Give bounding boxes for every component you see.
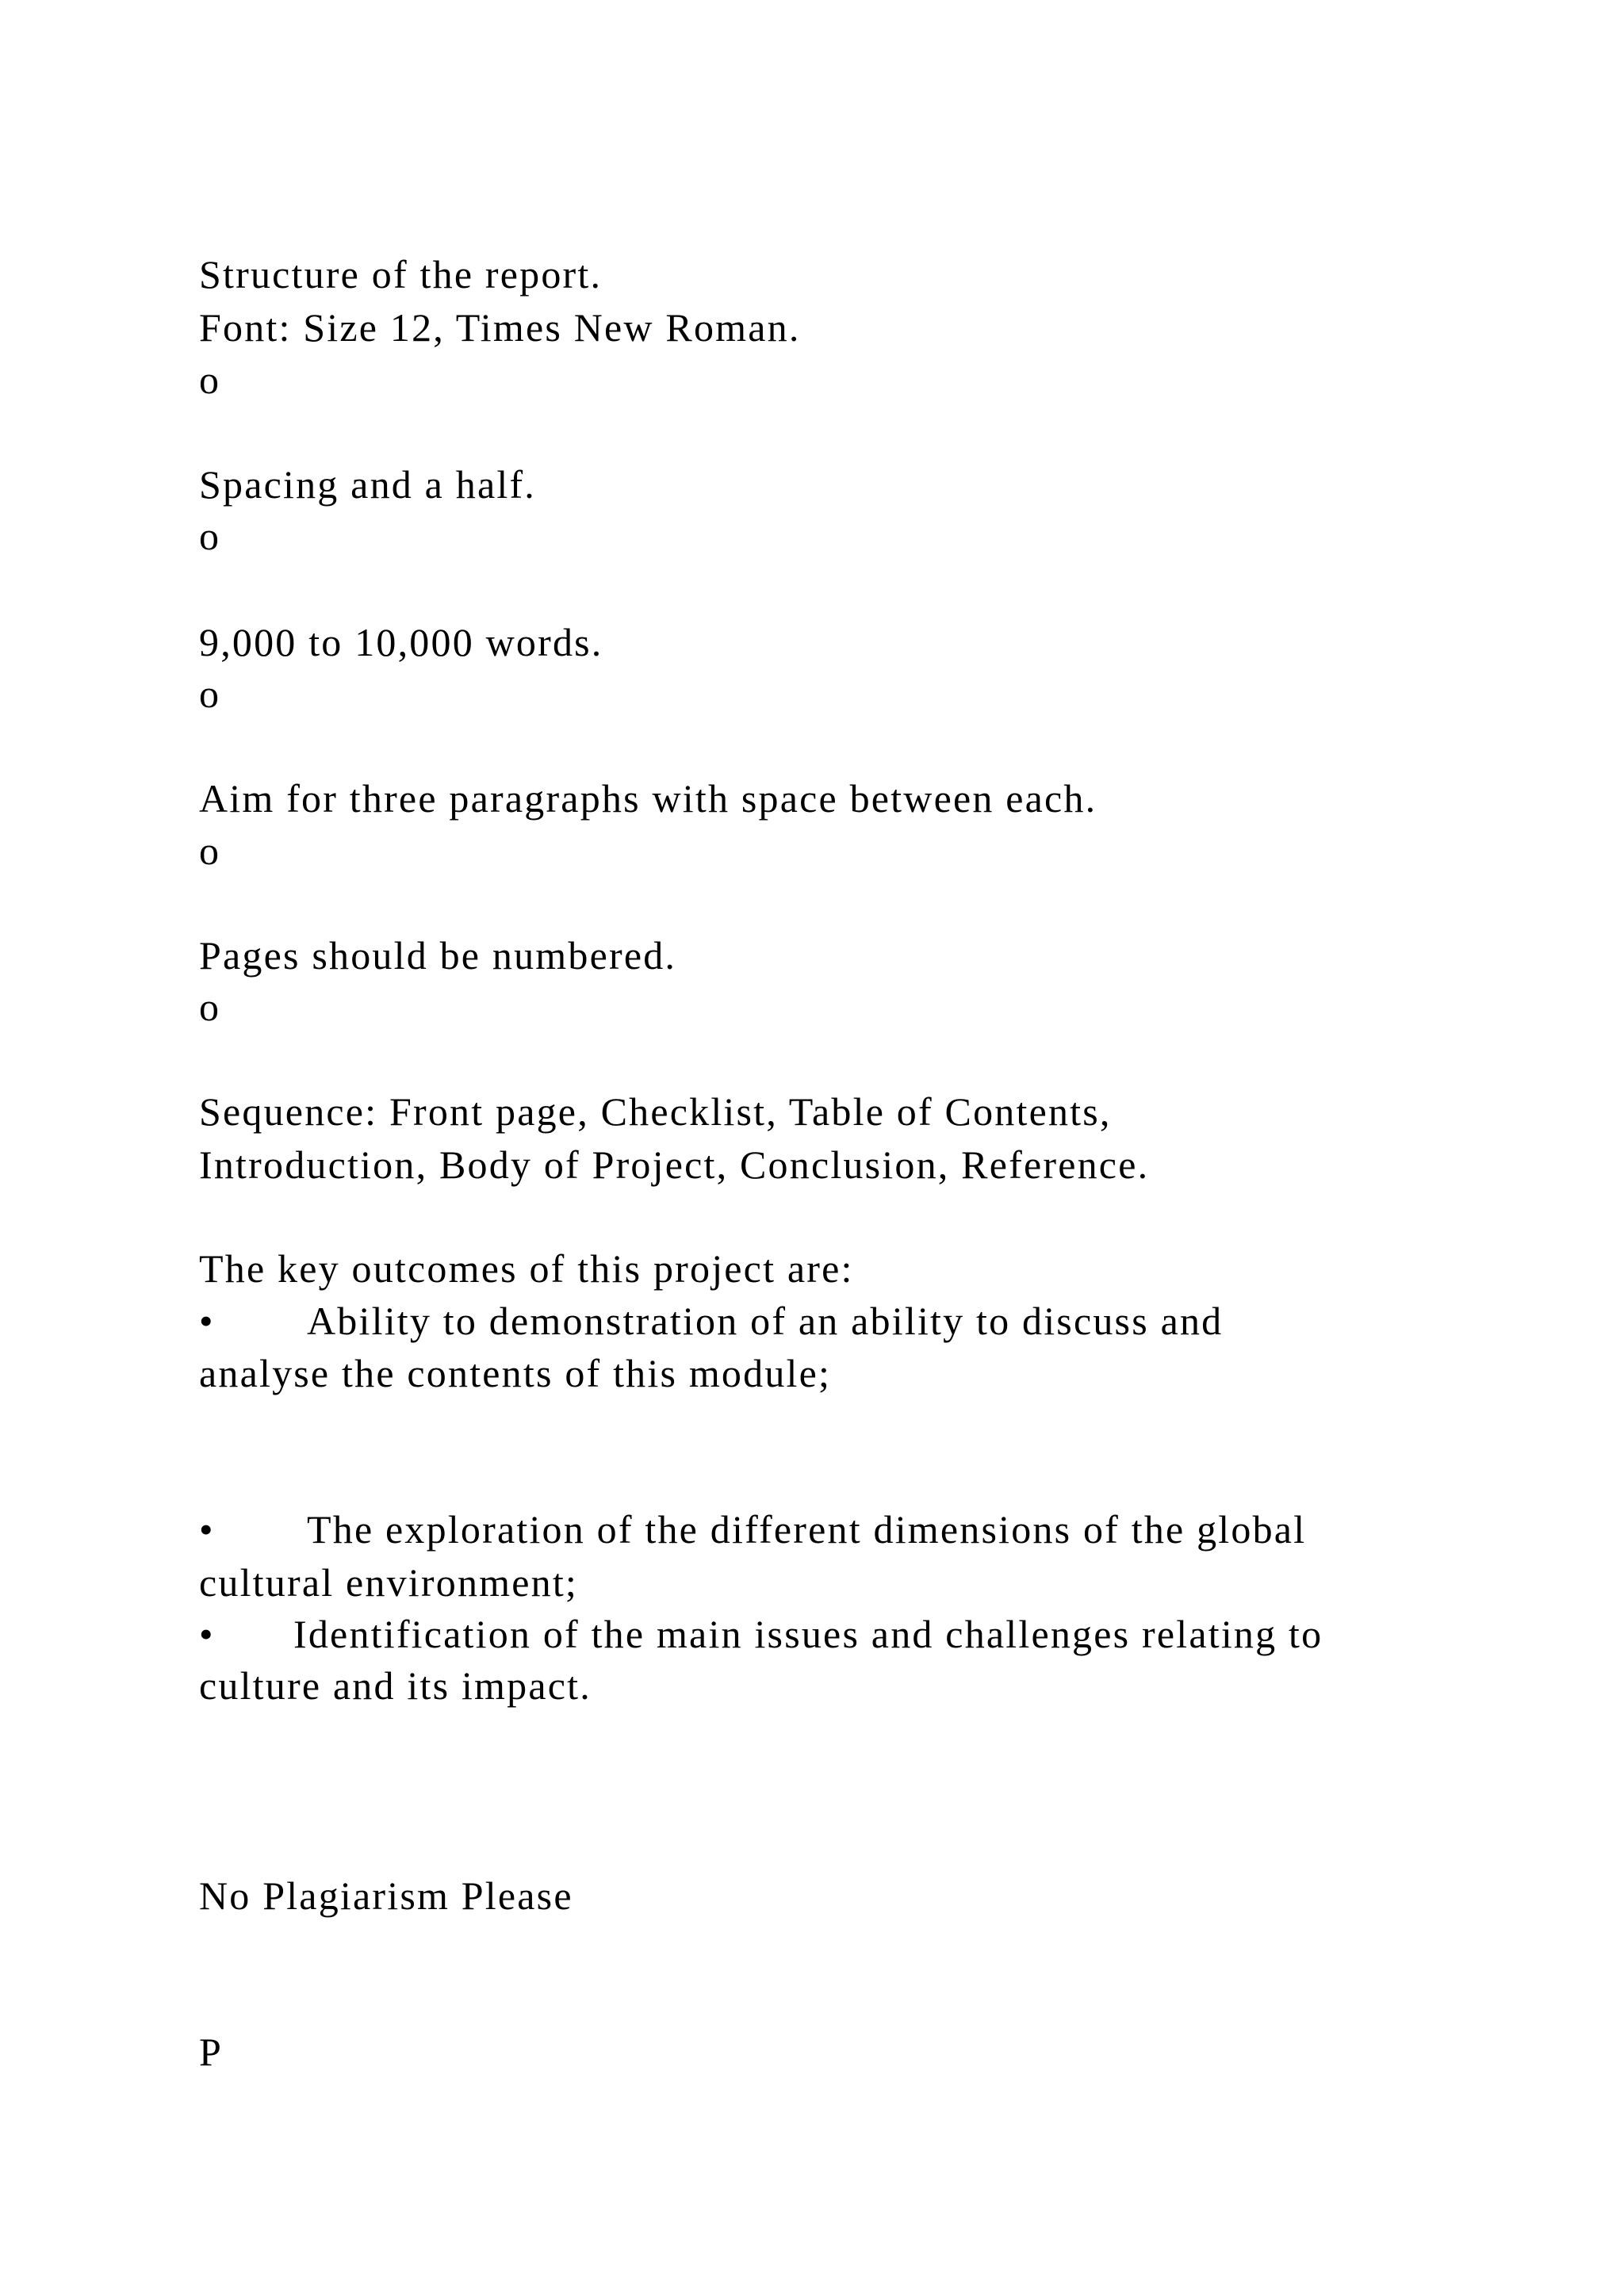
bullet-icon: • <box>199 1612 215 1656</box>
outcome-continuation: cultural environment; <box>199 1560 579 1605</box>
requirement-marker: o <box>199 985 221 1029</box>
requirement-text: Aim for three paragraphs with space between each. <box>199 776 1097 821</box>
structure-heading: Structure of the report. <box>199 252 603 297</box>
outcome-text: The exploration of the different dimensions of the global <box>307 1507 1307 1552</box>
outcome-continuation: analyse the contents of this module; <box>199 1351 832 1395</box>
requirement-text: 9,000 to 10,000 words. <box>199 620 603 664</box>
outcome-item <box>199 1503 1306 1556</box>
bullet-icon: • <box>199 1507 215 1552</box>
outcome-text: Ability to demonstration of an ability to discuss and <box>307 1299 1224 1343</box>
outcome-item <box>199 1608 1323 1660</box>
requirement-marker: o <box>199 514 221 558</box>
sequence-line: Introduction, Body of Project, Conclusion, Reference. <box>199 1142 1150 1187</box>
trailing-letter: P <box>199 2030 224 2074</box>
requirement-text: Pages should be numbered. <box>199 933 677 978</box>
requirement-marker: o <box>199 828 221 873</box>
bullet-icon: • <box>199 1299 215 1343</box>
outcome-text: Identification of the main issues and challenges relating to <box>293 1612 1323 1656</box>
outcomes-heading: The key outcomes of this project are: <box>199 1246 854 1291</box>
requirement-text: Spacing and a half. <box>199 462 537 507</box>
requirement-text: Font: Size 12, Times New Roman. <box>199 305 801 350</box>
closing-note: No Plagiarism Please <box>199 1873 573 1918</box>
requirement-marker: o <box>199 672 221 716</box>
requirement-marker: o <box>199 358 221 402</box>
outcome-continuation: culture and its impact. <box>199 1663 592 1708</box>
sequence-line: Sequence: Front page, Checklist, Table of Contents, <box>199 1089 1112 1134</box>
outcome-item <box>199 1295 1223 1347</box>
